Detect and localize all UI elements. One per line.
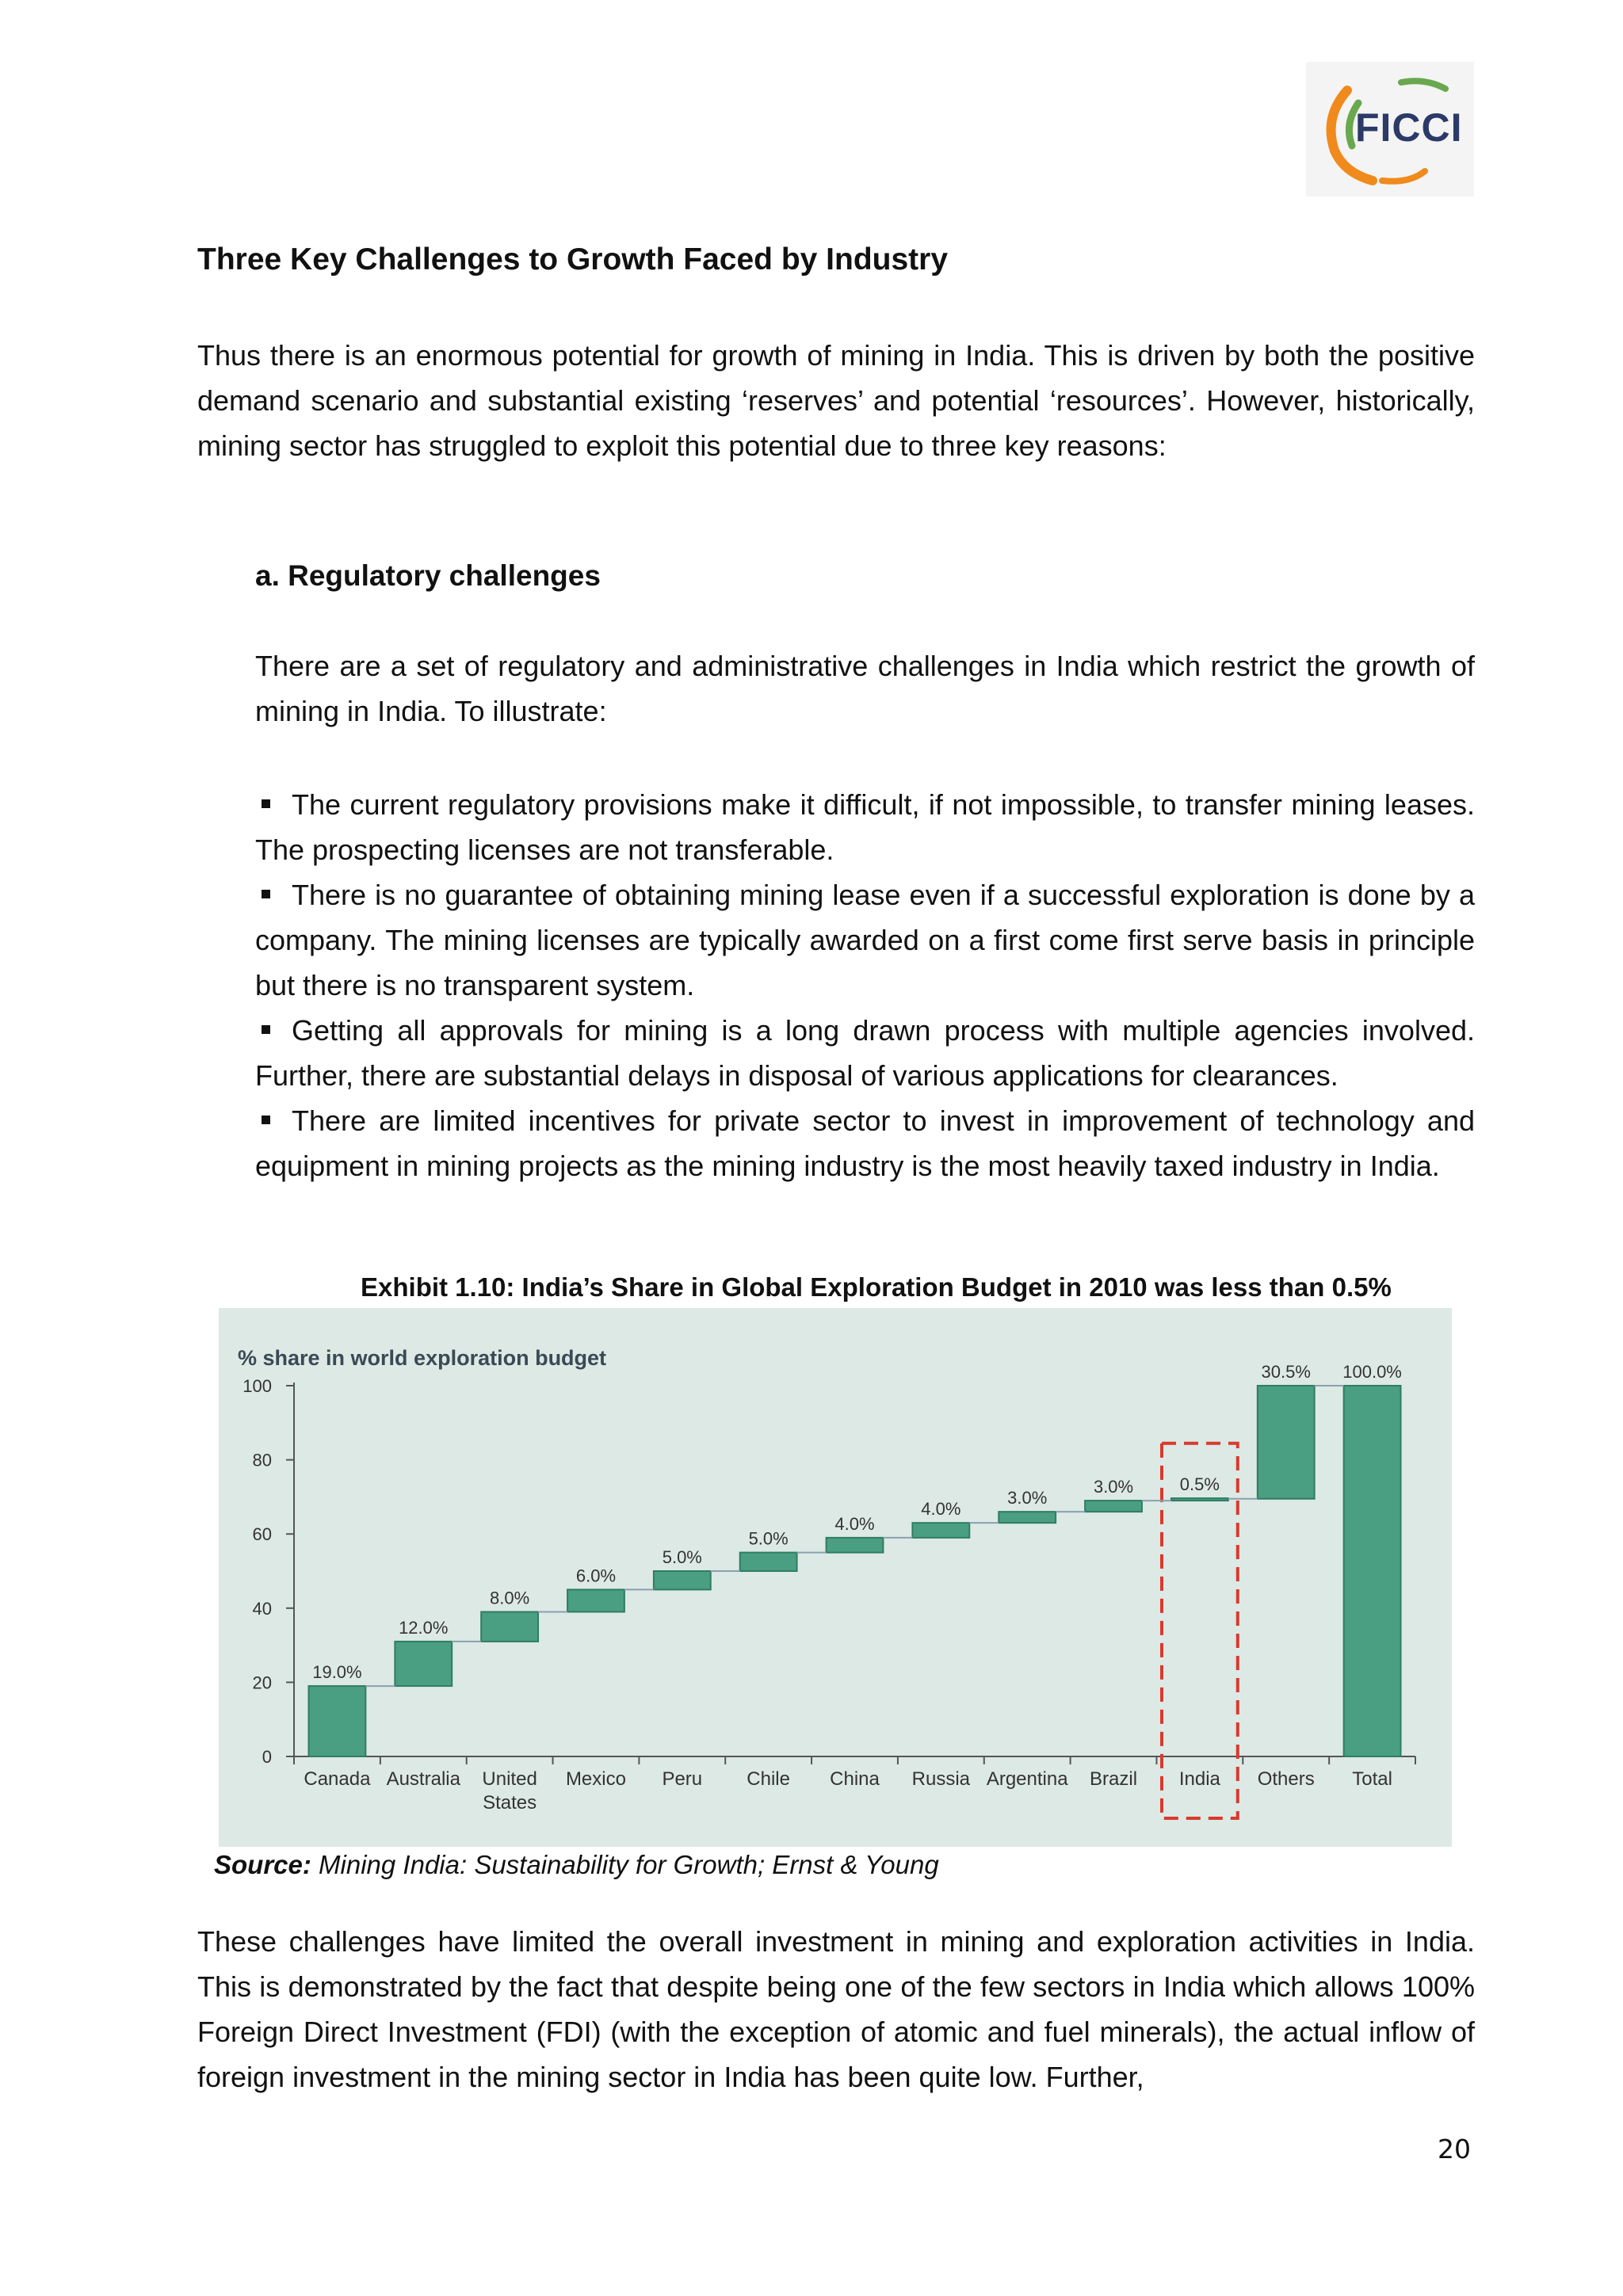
data-label: 3.0%: [1093, 1477, 1134, 1497]
page-heading: Three Key Challenges to Growth Faced by Industry: [197, 242, 949, 277]
chart-title: % share in world exploration budget: [238, 1346, 607, 1370]
data-label: 6.0%: [575, 1566, 617, 1586]
y-tick-label: 40: [252, 1598, 272, 1619]
waterfall-bar: [1344, 1386, 1401, 1756]
page-number: 20: [1438, 2134, 1471, 2164]
y-tick-label: 20: [252, 1672, 272, 1693]
intro-paragraph: Thus there is an enormous potential for growth of mining in India. This is driven by both the positive demand scenario and substantial existing ‘reserves’ and potential ‘resources’. However, historically, mining sector has struggled to exploit this potential due to three key reasons:: [197, 339, 1475, 462]
y-tick-label: 80: [252, 1450, 272, 1470]
category-label: Canada: [304, 1768, 371, 1790]
list-item: [255, 872, 1475, 1008]
logo-text: FICCI: [1355, 105, 1463, 150]
bullet-square-icon: [262, 1025, 270, 1034]
exhibit-caption: Exhibit 1.10: India’s Share in Global Exploration Budget in 2010 was less than 0.5%: [361, 1272, 1392, 1302]
data-label: 4.0%: [834, 1513, 875, 1534]
ficci-logo: [1306, 62, 1474, 196]
list-item-text: The current regulatory provisions make it difficult, if not impossible, to transfer mining leases. The prospecting licenses are not transferable.: [255, 788, 1475, 866]
source-text: Mining India: Sustainability for Growth; Ernst & Young: [311, 1850, 939, 1879]
bullet-square-icon: [262, 799, 270, 808]
waterfall-bar: [567, 1589, 624, 1611]
list-item-text: There are limited incentives for private sector to invest in improvement of technology and equipment in mining projects as the mining industry is the most heavily taxed industry in India.: [255, 1104, 1475, 1182]
category-label: Mexico: [565, 1768, 626, 1790]
waterfall-bar: [827, 1538, 884, 1553]
waterfall-bar: [1085, 1501, 1142, 1512]
data-label: 30.5%: [1261, 1362, 1311, 1382]
challenge-list: [255, 782, 1475, 1188]
regulatory-paragraph: There are a set of regulatory and administrative challenges in India which restrict the growth of mining in India. To illustrate:: [255, 650, 1475, 727]
category-label: Argentina: [986, 1768, 1068, 1790]
bullet-square-icon: [262, 890, 270, 898]
subheading-regulatory: a. Regulatory challenges: [255, 559, 601, 592]
list-item-text: Getting all approvals for mining is a long drawn process with multiple agencies involved. Further, there are substantial delays in disposal of various applications for clearances.: [255, 1014, 1475, 1092]
data-label: 4.0%: [921, 1499, 961, 1520]
data-label: 19.0%: [312, 1662, 362, 1683]
waterfall-bar: [654, 1571, 711, 1589]
waterfall-bar: [1258, 1386, 1315, 1499]
category-label: Russia: [911, 1768, 971, 1790]
data-label: 0.5%: [1179, 1474, 1220, 1495]
category-label: Others: [1257, 1768, 1315, 1790]
category-label: United: [482, 1768, 537, 1790]
waterfall-bar: [999, 1512, 1056, 1523]
data-label: 12.0%: [399, 1617, 449, 1638]
category-label: Brazil: [1090, 1768, 1138, 1790]
source-label: Source:: [214, 1850, 311, 1879]
waterfall-bar: [912, 1523, 969, 1538]
category-label: Australia: [386, 1768, 460, 1790]
category-label: Chile: [747, 1768, 791, 1790]
data-label: 100.0%: [1342, 1362, 1402, 1382]
y-tick-label: 100: [242, 1376, 272, 1396]
category-label: China: [830, 1768, 880, 1790]
source-note: [214, 1850, 939, 1880]
data-label: 5.0%: [662, 1547, 702, 1567]
list-item: [255, 1098, 1475, 1188]
list-item-text: There is no guarantee of obtaining mining lease even if a successful exploration is done by a company. The mining licenses are typically awarded on a first come first serve basis in principle but there is no transparent system.: [255, 879, 1475, 1001]
y-tick-label: 0: [262, 1747, 272, 1767]
category-label: Peru: [662, 1768, 703, 1790]
category-label: States: [483, 1792, 537, 1814]
closing-paragraph: These challenges have limited the overall investment in mining and exploration activities in India. This is demonstrated by the fact that despite being one of the few sectors in India which allows 100% Foreign Direct Investment (FDI) (with the exception of atomic and fuel minerals), the actual inflow of foreign investment in the mining sector in India has been quite low. Further,: [197, 1925, 1475, 2093]
waterfall-bar: [481, 1611, 538, 1641]
waterfall-bar: [309, 1686, 366, 1756]
waterfall-bar: [395, 1642, 452, 1686]
waterfall-bar: [740, 1553, 797, 1571]
category-label: India: [1178, 1768, 1220, 1790]
waterfall-bar: [1171, 1498, 1228, 1501]
category-label: Total: [1352, 1768, 1392, 1790]
list-item: [255, 1008, 1475, 1098]
list-item: [255, 782, 1475, 872]
exploration-budget-chart: [219, 1308, 1452, 1847]
data-label: 8.0%: [490, 1588, 530, 1608]
data-label: 3.0%: [1007, 1488, 1048, 1508]
y-tick-label: 60: [252, 1524, 272, 1545]
bullet-square-icon: [262, 1116, 270, 1124]
data-label: 5.0%: [748, 1528, 789, 1549]
